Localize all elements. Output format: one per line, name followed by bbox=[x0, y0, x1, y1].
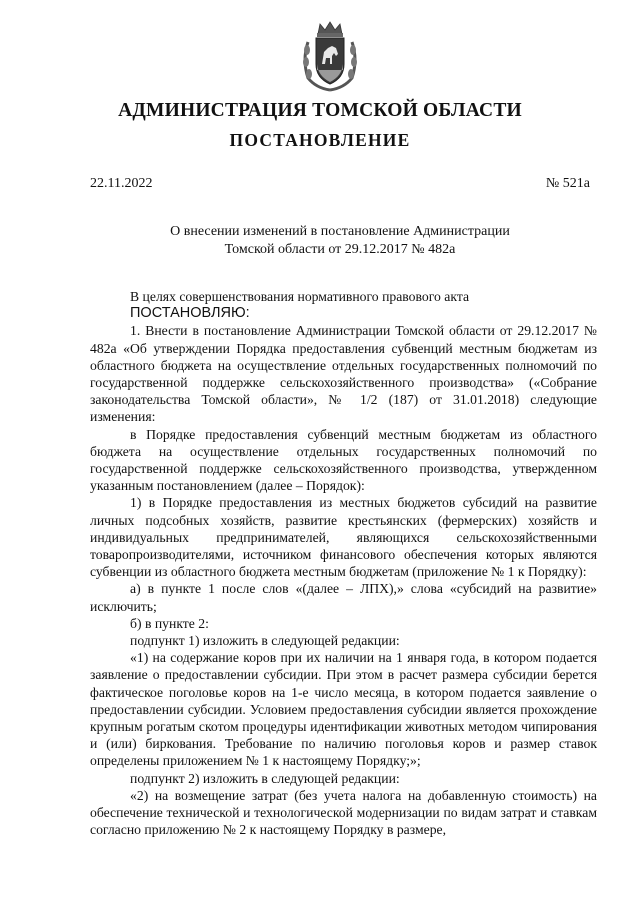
document-date: 22.11.2022 bbox=[90, 176, 153, 191]
body-paragraph: в Порядке предоставления субвенций местным бюджетам из областного бюджета на осуществление отдельных государственных полномочий по государственной поддержке сельскохозяйственного производства, утвержденном указанным постановлением (далее – Порядок): bbox=[90, 426, 597, 494]
body-paragraph: подпункт 1) изложить в следующей редакции: bbox=[130, 633, 400, 649]
organization-name: АДМИНИСТРАЦИЯ ТОМСКОЙ ОБЛАСТИ bbox=[118, 100, 522, 121]
document-number: № 521а bbox=[545, 176, 590, 191]
preamble: В целях совершенствования нормативного правового акта bbox=[130, 289, 470, 304]
decree-word: ПОСТАНОВЛЯЮ: bbox=[130, 305, 250, 322]
document-type: ПОСТАНОВЛЕНИЕ bbox=[229, 130, 411, 150]
body-paragraph: «2) на возмещение затрат (без учета налога на добавленную стоимость) на обеспечение технической и технологической модернизации по видам затрат и ставкам согласно приложению № 2 к настоящему Порядку в размере, bbox=[90, 787, 597, 838]
document-subject bbox=[150, 223, 530, 259]
document-body bbox=[90, 288, 597, 839]
body-paragraph: а) в пункте 1 после слов «(далее – ЛПХ),» слова «субсидий на развитие» исключить; bbox=[90, 581, 597, 614]
subject-line: Томской области от 29.12.2017 № 482а bbox=[224, 242, 456, 257]
body-paragraph: 1. Внести в постановление Администрации Томской области от 29.12.2017 № 482а «Об утверждении Порядка предоставления субвенций местным бюджетам из областного бюджета на осуществление отдельных государственных полномочий по государственной поддержке сельскохозяйственного производства» («Собрание законодательства Томской области», № 1/2 (187) от 31.01.2018) следующие изменения: bbox=[90, 323, 597, 425]
coat-of-arms-icon bbox=[298, 20, 362, 92]
body-paragraph: б) в пункте 2: bbox=[130, 615, 209, 631]
subject-line: О внесении изменений в постановление Администрации bbox=[170, 224, 510, 239]
body-paragraph: 1) в Порядке предоставления из местных бюджетов субсидий на развитие личных подсобных хозяйств, развитие крестьянских (фермерских) хозяйств и индивидуальных предпринимателей, являющихся сельскохозяйственными товаропроизводителями, источником финансового обеспечения которых являются субвенции из областного бюджета местным бюджетам (приложение № 1 к Порядку): bbox=[90, 495, 597, 580]
body-paragraph: «1) на содержание коров при их наличии на 1 января года, в котором подается заявление о предоставлении субсидии. При этом в расчет размера субсидии берется фактическое поголовье коров на 1-е число месяца, в котором подается заявление о предоставлении субсидии. Условием предоставления субсидии является прохождение крупным рогатым скотом процедуры идентификации животных методом чипирования и (или) биркования. Требование по наличию поголовья коров и размер ставок определены приложением № 1 к настоящему Порядку;»; bbox=[90, 650, 597, 769]
body-paragraph: подпункт 2) изложить в следующей редакции: bbox=[130, 770, 400, 786]
